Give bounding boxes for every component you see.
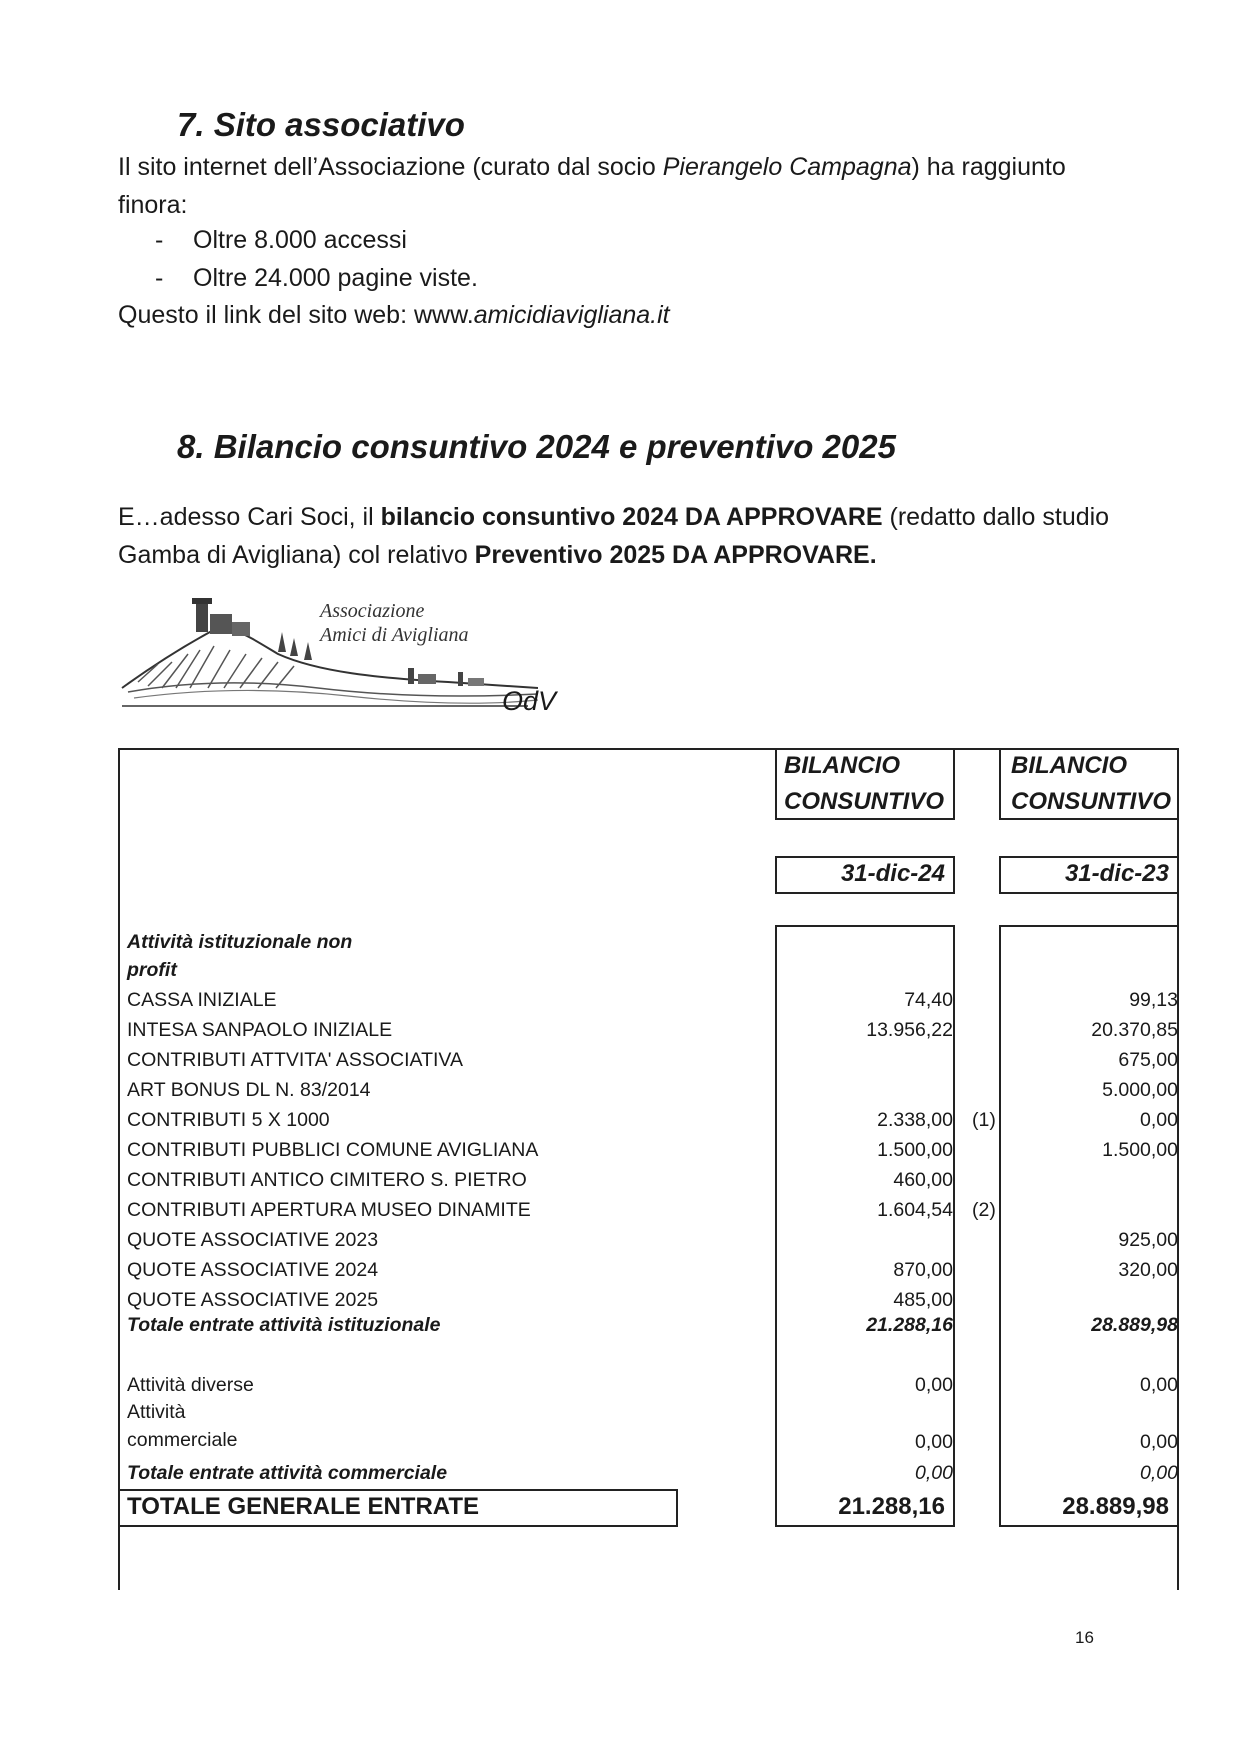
site-link[interactable]: amicidiavigliana.it (473, 301, 670, 329)
col2-date: 31-dic-23 (1064, 860, 1169, 887)
grand-total-v2: 28.889,98 (1062, 1493, 1169, 1520)
table-row (0, 1075, 1240, 1105)
row-v1: 13.956,22 (866, 1019, 953, 1041)
table-row (0, 1045, 1240, 1075)
logo-text-line-1: Associazione (320, 600, 425, 622)
row-note: (2) (972, 1199, 996, 1221)
section-8-intro: E…adesso Cari Soci, il bilancio consuntivo 2024 DA APPROVARE (redatto dallo studio Gamba di Avigliana) col relativo Preventivo 2025 DA APPROVARE. (118, 503, 1110, 569)
row-v2: 20.370,85 (1091, 1019, 1178, 1041)
association-logo (118, 592, 568, 716)
section-7-title: 7. Sito associativo (177, 106, 465, 143)
row-v1: 2.338,00 (877, 1109, 953, 1131)
row-v2: 5.000,00 (1102, 1079, 1178, 1101)
row-v1: 74,40 (904, 989, 953, 1011)
row-v2: 99,13 (1129, 989, 1178, 1011)
row-v1: 870,00 (893, 1259, 953, 1281)
attivita-commerciale-row: 0,00 0,00 (915, 1431, 1178, 1453)
attivita-diverse-row: Attività diverse 0,00 0,00 (127, 1374, 1178, 1396)
section-label: Attività istituzionale non profit (127, 931, 353, 981)
col2-header: BILANCIO CONSUNTIVO (1011, 752, 1172, 815)
table-row (0, 1165, 1240, 1195)
row-label: CASSA INIZIALE (127, 989, 277, 1011)
table-row (0, 1015, 1240, 1045)
attivita-commerciale-label: Attività commerciale (127, 1401, 238, 1451)
row-label: CONTRIBUTI APERTURA MUSEO DINAMITE (127, 1199, 531, 1221)
row-v2: 675,00 (1118, 1049, 1178, 1071)
table-row (0, 1255, 1240, 1285)
row-v1: 485,00 (893, 1289, 953, 1311)
page-number: 16 (1075, 1628, 1094, 1647)
row-label: QUOTE ASSOCIATIVE 2025 (127, 1289, 379, 1311)
total-istituzionale-row: Totale entrate attività istituzionale 21.288,16 28.889,98 (127, 1314, 1178, 1336)
row-v1: 1.604,54 (877, 1199, 953, 1221)
section-8-title: 8. Bilancio consuntivo 2024 e preventivo 2025 (177, 428, 896, 465)
row-v1: 460,00 (893, 1169, 953, 1191)
row-v2: 925,00 (1118, 1229, 1178, 1251)
table-row (0, 1135, 1240, 1165)
row-label: CONTRIBUTI PUBBLICI COMUNE AVIGLIANA (127, 1139, 539, 1161)
row-label: QUOTE ASSOCIATIVE 2023 (127, 1229, 379, 1251)
row-label: CONTRIBUTI ANTICO CIMITERO S. PIETRO (127, 1169, 527, 1191)
bullet-item: - Oltre 8.000 accessi (155, 226, 407, 254)
site-link-line: Questo il link del sito web: www.amicidiavigliana.it (118, 301, 670, 329)
row-v2: 320,00 (1118, 1259, 1178, 1281)
section-7-intro: Il sito internet dell’Associazione (curato dal socio Pierangelo Campagna) ha raggiunto finora: (118, 153, 1066, 219)
bullet-item: - Oltre 24.000 pagine viste. (155, 264, 478, 292)
logo-odv: OdV (502, 686, 557, 716)
row-note: (1) (972, 1109, 996, 1131)
grand-total-v1: 21.288,16 (838, 1493, 945, 1520)
table-row (0, 1225, 1240, 1255)
table-row (0, 985, 1240, 1015)
row-label: CONTRIBUTI ATTVITA' ASSOCIATIVA (127, 1049, 463, 1071)
grand-total-label: TOTALE GENERALE ENTRATE (127, 1493, 480, 1520)
col1-header: BILANCIO CONSUNTIVO (784, 752, 945, 815)
logo-text-line-2: Amici di Avigliana (320, 624, 469, 646)
col1-date: 31-dic-24 (840, 860, 945, 887)
row-v1: 1.500,00 (877, 1139, 953, 1161)
row-label: INTESA SANPAOLO INIZIALE (127, 1019, 393, 1041)
row-label: QUOTE ASSOCIATIVE 2024 (127, 1259, 379, 1281)
total-commerciale-row: Totale entrate attività commerciale 0,00 0,00 (127, 1462, 1178, 1484)
row-label: ART BONUS DL N. 83/2014 (127, 1079, 371, 1101)
row-v2: 0,00 (1140, 1109, 1178, 1131)
row-v2: 1.500,00 (1102, 1139, 1178, 1161)
table-row (0, 1195, 1240, 1225)
row-label: CONTRIBUTI 5 X 1000 (127, 1109, 330, 1131)
author-name: Pierangelo Campagna (662, 153, 912, 181)
table-row (0, 1105, 1240, 1135)
